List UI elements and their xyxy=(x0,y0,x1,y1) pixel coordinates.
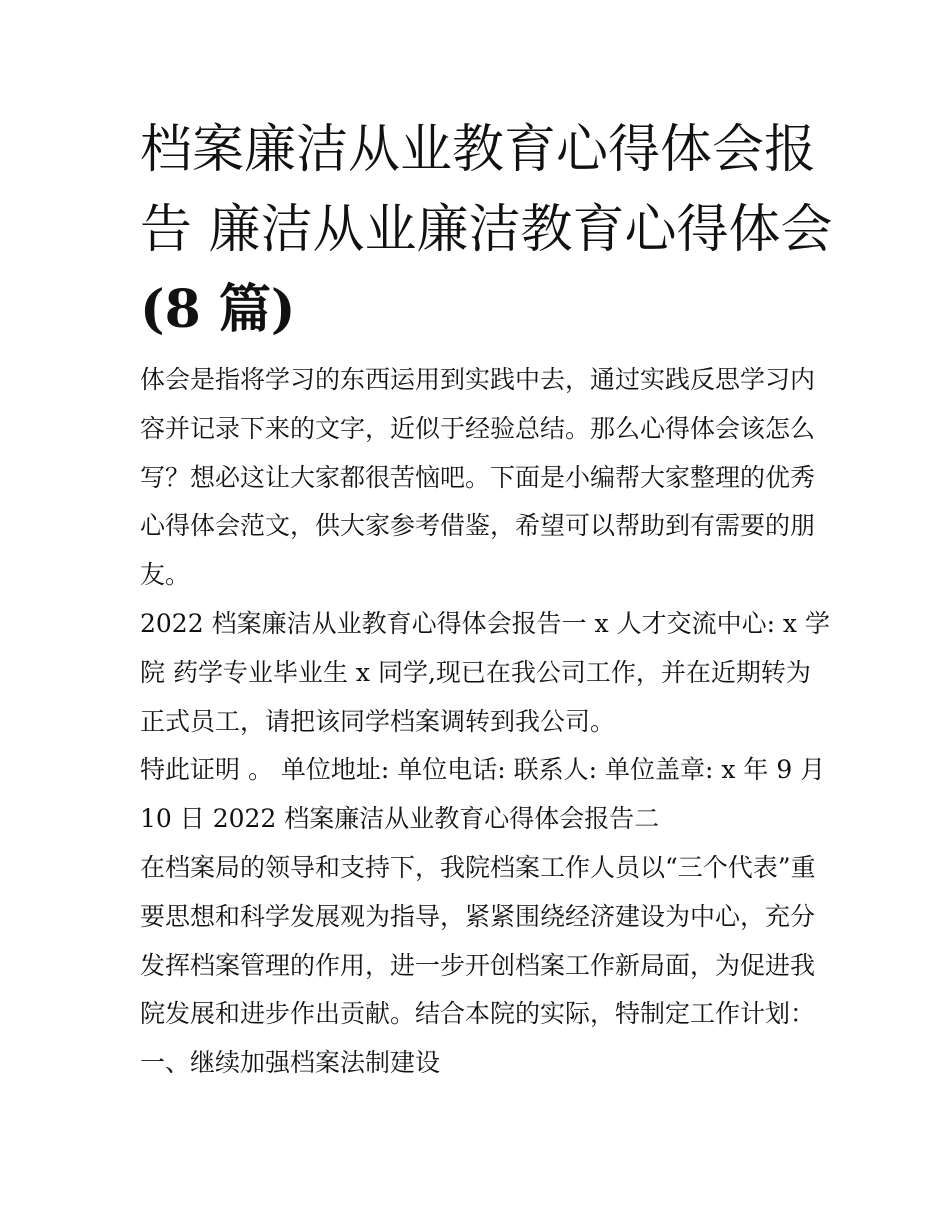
body-line: 院发展和进步作出贡献。结合本院的实际，特制定工作计划： xyxy=(140,999,816,1029)
body-line: 一、继续加强档案法制建设 xyxy=(140,1048,441,1078)
body-line: 写？想必这让大家都很苦恼吧。下面是小编帮大家整理的优秀 xyxy=(140,462,816,492)
body-line: 院 药学专业毕业生 x 同学,现已在我公司工作，并在近期转为 xyxy=(140,657,811,687)
title-line-1: 档案廉洁从业教育心得体会报 xyxy=(140,120,817,180)
document-title xyxy=(140,110,833,350)
body-line: 友。 xyxy=(140,560,191,590)
title-line-3: (8 篇) xyxy=(140,279,296,340)
body-line: 心得体会范文，供大家参考借鉴，希望可以帮助到有需要的朋 xyxy=(140,511,816,541)
body-line: 10 日 2022 档案廉洁从业教育心得体会报告二 xyxy=(140,804,660,834)
title-line-2: 告 廉洁从业廉洁教育心得体会 xyxy=(140,200,833,260)
body-line: 在档案局的领导和支持下，我院档案工作人员以“三个代表”重 xyxy=(140,852,816,882)
body-line: 特此证明 。 单位地址: 单位电话: 联系人: 单位盖章: x 年 9 月 xyxy=(140,755,826,785)
body-line: 发挥档案管理的作用，进一步开创档案工作新局面，为促进我 xyxy=(140,950,816,980)
body-line: 正式员工，请把该同学档案调转到我公司。 xyxy=(140,706,616,736)
body-line: 2022 档案廉洁从业教育心得体会报告一 x 人才交流中心: x 学 xyxy=(140,608,830,638)
body-line: 容并记录下来的文字，近似于经验总结。那么心得体会该怎么 xyxy=(140,413,816,443)
body-line: 体会是指将学习的东西运用到实践中去，通过实践反思学习内 xyxy=(140,365,816,394)
body-line: 要思想和科学发展观为指导，紧紧围绕经济建设为中心，充分 xyxy=(140,901,816,931)
document-body xyxy=(140,356,830,1088)
